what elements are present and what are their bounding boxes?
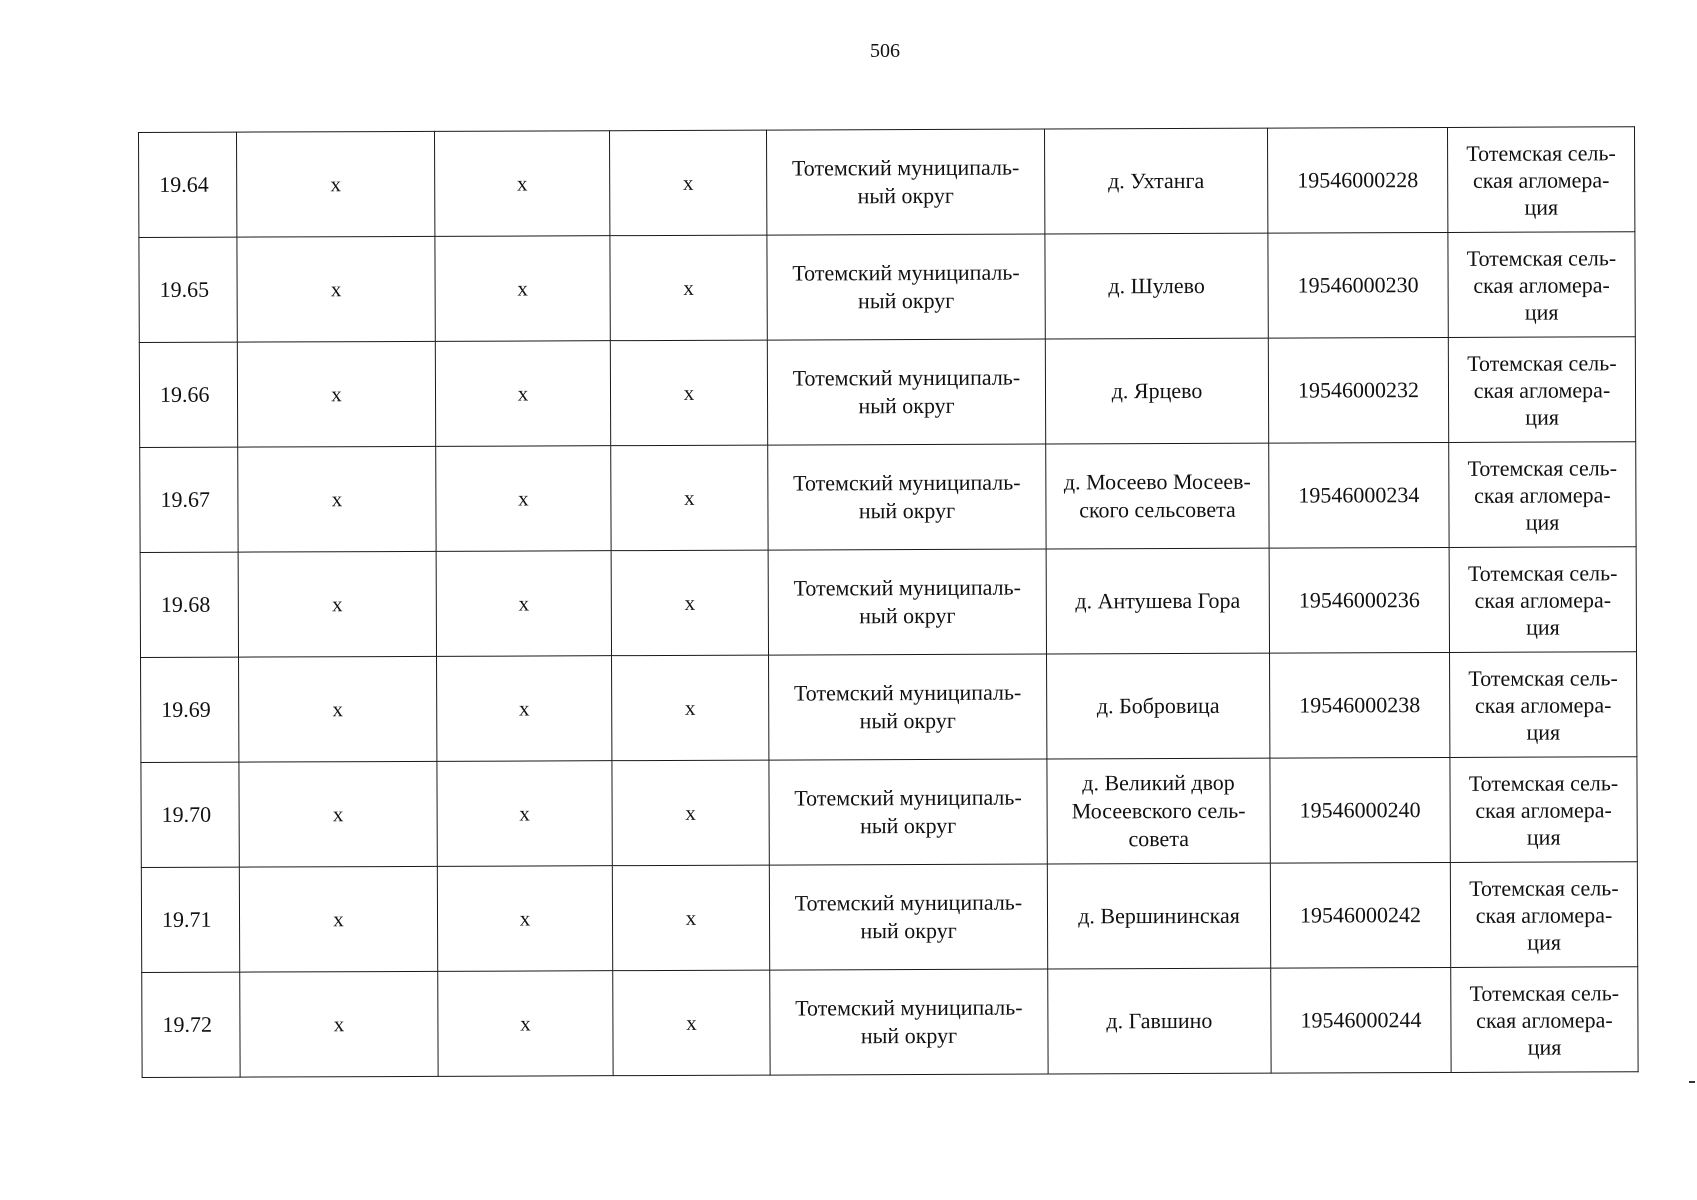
agglomeration-cell: Тотемская сель- ская агломера- ция xyxy=(1450,757,1637,863)
page-number: 506 xyxy=(870,40,900,62)
district-cell: Тотемский муниципаль- ный округ xyxy=(768,444,1046,550)
mark-cell: х xyxy=(434,131,609,237)
row-number-cell: 19.70 xyxy=(141,762,239,867)
locality-cell: д. Гавшино xyxy=(1048,968,1271,1074)
row-number-cell: 19.72 xyxy=(142,972,240,1077)
mark-cell: х xyxy=(437,761,612,867)
row-number-cell: 19.67 xyxy=(140,447,238,552)
mark-cell: х xyxy=(610,340,767,446)
locality-cell: д. Антушева Гора xyxy=(1046,548,1269,654)
table-row xyxy=(141,652,1637,763)
oktmo-code-cell: 19546000240 xyxy=(1270,757,1450,863)
locality-cell: д. Бобровица xyxy=(1047,653,1270,759)
table-body xyxy=(139,127,1639,1078)
mark-cell: х xyxy=(237,341,435,447)
oktmo-code-cell: 19546000234 xyxy=(1269,442,1449,548)
table-row xyxy=(140,442,1636,553)
mark-cell: х xyxy=(437,656,612,762)
mark-cell: х xyxy=(436,446,611,552)
oktmo-code-cell: 19546000230 xyxy=(1268,232,1448,338)
agglomeration-cell: Тотемская сель- ская агломера- ция xyxy=(1449,442,1636,548)
locality-cell: д. Вершининская xyxy=(1047,863,1270,969)
row-number-cell: 19.64 xyxy=(139,132,237,237)
table-row xyxy=(140,547,1636,658)
mark-cell: х xyxy=(237,131,435,237)
settlements-table xyxy=(138,126,1639,1078)
mark-cell: х xyxy=(612,760,769,866)
mark-cell: х xyxy=(239,761,437,867)
mark-cell: х xyxy=(240,971,438,1077)
mark-cell: х xyxy=(611,445,768,551)
mark-cell: х xyxy=(239,656,437,762)
document-table-wrapper xyxy=(138,126,1638,1078)
mark-cell: х xyxy=(438,971,613,1077)
margin-mark xyxy=(1689,1081,1695,1083)
district-cell: Тотемский муниципаль- ный округ xyxy=(768,549,1046,655)
locality-cell: д. Ухтанга xyxy=(1044,128,1267,234)
mark-cell: х xyxy=(437,866,612,972)
row-number-cell: 19.68 xyxy=(140,552,238,657)
district-cell: Тотемский муниципаль- ный округ xyxy=(769,759,1047,865)
table-row xyxy=(139,232,1635,343)
mark-cell: х xyxy=(613,970,770,1076)
table-row xyxy=(142,967,1638,1078)
locality-cell: д. Шулево xyxy=(1045,233,1268,339)
district-cell: Тотемский муниципаль- ный округ xyxy=(766,129,1044,235)
locality-cell: д. Мосеево Мосеев- ского сельсовета xyxy=(1046,443,1269,549)
row-number-cell: 19.66 xyxy=(139,342,237,447)
district-cell: Тотемский муниципаль- ный округ xyxy=(769,654,1047,760)
district-cell: Тотемский муниципаль- ный округ xyxy=(769,864,1047,970)
oktmo-code-cell: 19546000238 xyxy=(1270,652,1450,758)
oktmo-code-cell: 19546000228 xyxy=(1267,127,1447,233)
locality-cell: д. Ярцево xyxy=(1045,338,1268,444)
locality-cell: д. Великий двор Мосеевского сель- совета xyxy=(1047,758,1270,864)
row-number-cell: 19.65 xyxy=(139,237,237,342)
agglomeration-cell: Тотемская сель- ская агломера- ция xyxy=(1448,232,1635,338)
agglomeration-cell: Тотемская сель- ская агломера- ция xyxy=(1450,652,1637,758)
agglomeration-cell: Тотемская сель- ская агломера- ция xyxy=(1447,127,1634,233)
agglomeration-cell: Тотемская сель- ская агломера- ция xyxy=(1448,337,1635,443)
mark-cell: х xyxy=(435,236,610,342)
table-row xyxy=(139,337,1635,448)
table-row xyxy=(141,862,1637,973)
agglomeration-cell: Тотемская сель- ская агломера- ция xyxy=(1450,862,1637,968)
table-row xyxy=(139,127,1635,238)
mark-cell: х xyxy=(237,236,435,342)
district-cell: Тотемский муниципаль- ный округ xyxy=(767,234,1045,340)
mark-cell: х xyxy=(611,550,768,656)
oktmo-code-cell: 19546000232 xyxy=(1268,337,1448,443)
mark-cell: х xyxy=(612,865,769,971)
oktmo-code-cell: 19546000236 xyxy=(1269,547,1449,653)
mark-cell: х xyxy=(612,655,769,761)
row-number-cell: 19.71 xyxy=(141,867,239,972)
mark-cell: х xyxy=(238,446,436,552)
oktmo-code-cell: 19546000244 xyxy=(1271,967,1451,1073)
table-row xyxy=(141,757,1637,868)
district-cell: Тотемский муниципаль- ный округ xyxy=(767,339,1045,445)
district-cell: Тотемский муниципаль- ный округ xyxy=(770,969,1048,1075)
row-number-cell: 19.69 xyxy=(141,657,239,762)
oktmo-code-cell: 19546000242 xyxy=(1270,862,1450,968)
agglomeration-cell: Тотемская сель- ская агломера- ция xyxy=(1451,967,1638,1073)
mark-cell: х xyxy=(436,551,611,657)
mark-cell: х xyxy=(239,866,437,972)
mark-cell: х xyxy=(435,341,610,447)
mark-cell: х xyxy=(609,130,766,236)
mark-cell: х xyxy=(610,235,767,341)
mark-cell: х xyxy=(238,551,436,657)
agglomeration-cell: Тотемская сель- ская агломера- ция xyxy=(1449,547,1636,653)
